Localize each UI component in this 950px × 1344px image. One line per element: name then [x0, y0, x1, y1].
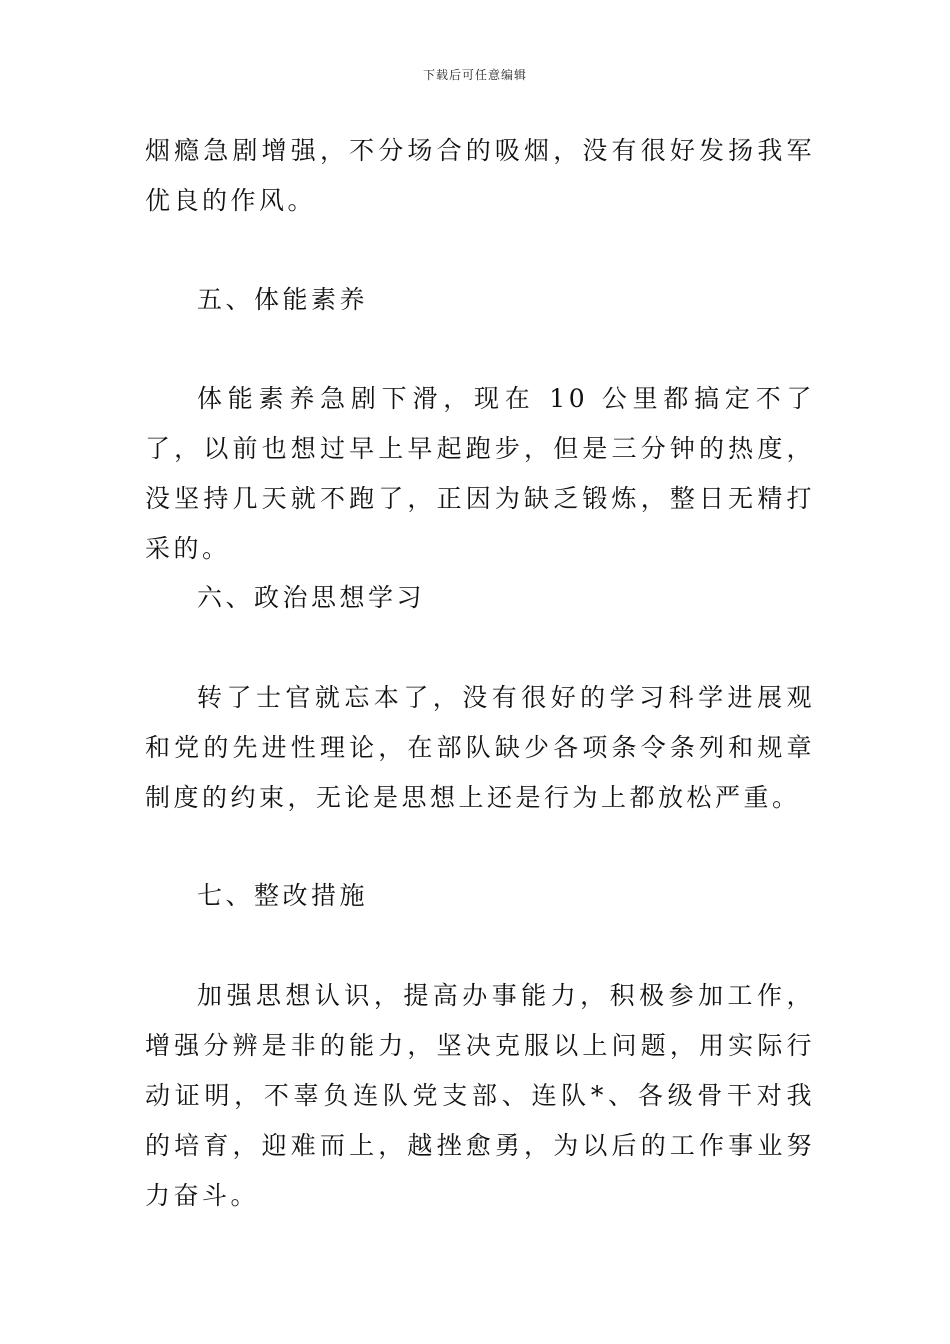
paragraph-section-7: 加强思想认识，提高办事能力，积极参加工作，增强分辨是非的能力，坚决克服以上问题，用实际行动证明，不辜负连队党支部、连队*、各级骨干对我的培育，迎难而上，越挫愈勇，为以后的工作事业努力奋斗。 — [145, 981, 815, 1210]
header-note: 下载后可任意编辑 — [422, 68, 527, 82]
paragraph-section-5: 体能素养急剧下滑，现在 10 公里都搞定不了了，以前也想过早上早起跑步，但是三分钟的热度，没坚持几天就不跑了，正因为缺乏锻炼，整日无精打采的。 — [145, 384, 815, 563]
paragraph-section-6: 转了士官就忘本了，没有很好的学习科学进展观和党的先进性理论，在部队缺少各项条令条列和规章制度的约束，无论是思想上还是行为上都放松严重。 — [145, 683, 815, 812]
section-heading-5: 五、体能素养 — [197, 285, 369, 314]
section-heading-7: 七、整改措施 — [197, 881, 369, 910]
section-heading-6: 六、政治思想学习 — [197, 583, 426, 612]
paragraph-continued: 烟瘾急剧增强，不分场合的吸烟，没有很好发扬我军优良的作风。 — [145, 136, 815, 215]
